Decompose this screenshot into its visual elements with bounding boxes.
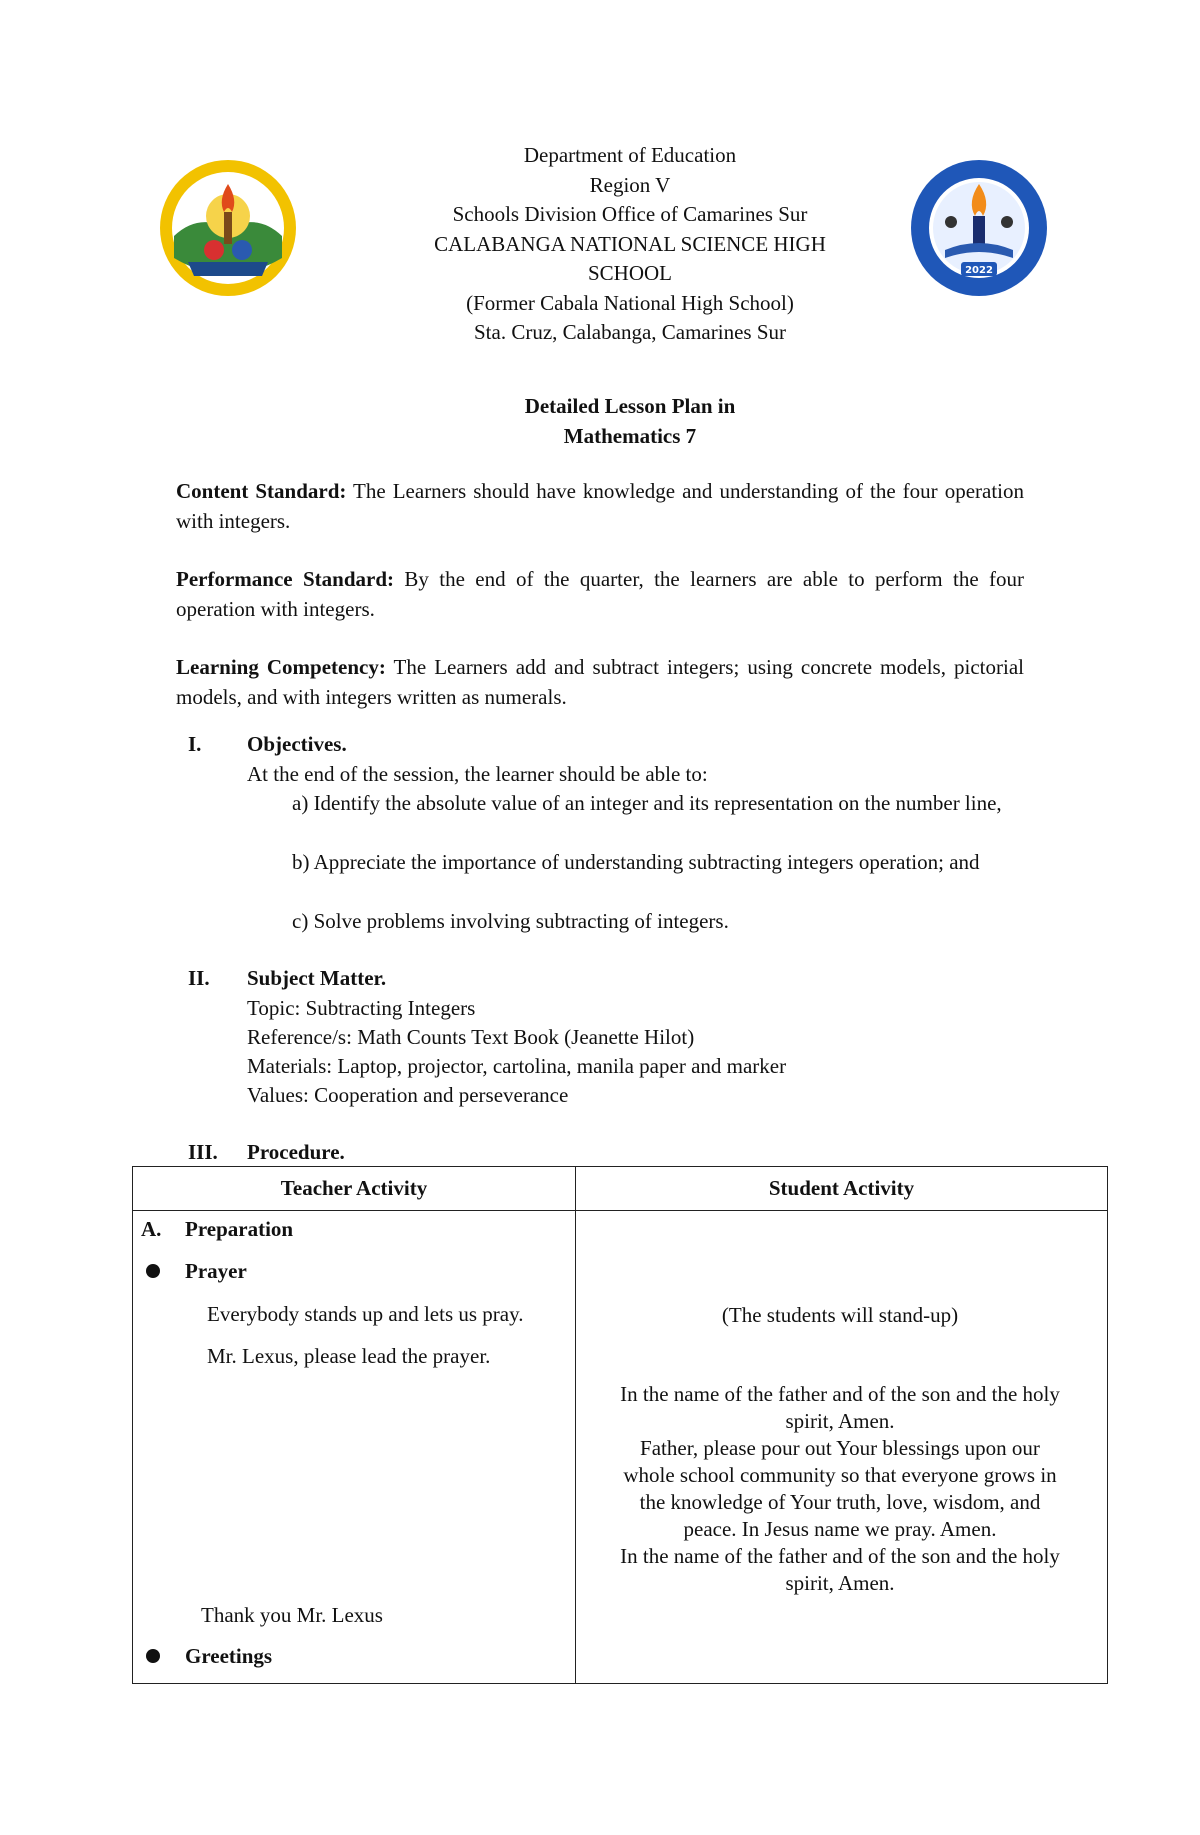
document-title — [380, 392, 880, 451]
content-standard-label: Content Standard: — [176, 479, 347, 503]
prayer-line: whole school community so that everyone grows in — [623, 1463, 1057, 1487]
prayer-line: In the name of the father and of the son and the holy — [620, 1382, 1060, 1406]
objective-item: b) Appreciate the importance of understanding subtracting integers operation; and — [292, 850, 980, 874]
objectives-heading: Objectives. — [247, 732, 347, 756]
student-activity-header: Student Activity — [576, 1167, 1108, 1211]
prayer-line: In the name of the father and of the son and the holy — [620, 1544, 1060, 1568]
bullet-icon — [146, 1264, 160, 1278]
student-prayer — [584, 1381, 1096, 1597]
section-number: II. — [188, 966, 210, 990]
prayer-line: Father, please pour out Your blessings upon our — [640, 1436, 1040, 1460]
teacher-activity-header: Teacher Activity — [133, 1167, 576, 1211]
header-line: Sta. Cruz, Calabanga, Camarines Sur — [473, 320, 786, 344]
prayer-heading: Prayer — [185, 1259, 247, 1283]
header-line: Schools Division Office of Camarines Sur — [452, 202, 808, 226]
learning-competency-text: The Learners add and subtract integers; using concrete models, pictorial models, and with integers written as numerals. — [176, 655, 1024, 709]
objective-item: a) Identify the absolute value of an integer and its representation on the number line, — [292, 791, 1002, 815]
performance-standard-text: By the end of the quarter, the learners are able to perform the four operation with integers. — [176, 567, 1024, 621]
prayer-line: the knowledge of Your truth, love, wisdom, and — [639, 1490, 1041, 1514]
learning-competency-label: Learning Competency: — [176, 655, 386, 679]
header-line: CALABANGA NATIONAL SCIENCE HIGH — [434, 231, 826, 256]
header-line: (Former Cabala National High School) — [466, 290, 794, 315]
subject-materials: Materials: Laptop, projector, cartolina, manila paper and marker — [247, 1054, 787, 1078]
performance-standard-label: Performance Standard: — [176, 567, 394, 591]
prayer-line: spirit, Amen. — [785, 1571, 895, 1595]
prayer-line: spirit, Amen. — [785, 1409, 895, 1433]
learning-competency — [176, 653, 1024, 712]
header-line: Region V — [589, 172, 671, 197]
teacher-activity-cell — [133, 1211, 576, 1684]
header-line: SCHOOL — [587, 261, 672, 285]
section-number: III. — [188, 1140, 218, 1164]
school-header — [380, 141, 880, 348]
objective-item: c) Solve problems involving subtracting of integers. — [292, 909, 729, 933]
bullet-icon — [146, 1649, 160, 1663]
science-high-school-seal — [909, 158, 1049, 298]
procedure-heading: Procedure. — [247, 1140, 345, 1164]
performance-standard — [176, 565, 1024, 624]
subject-values: Values: Cooperation and perseverance — [247, 1083, 569, 1107]
teacher-line: Everybody stands up and lets us pray. — [207, 1302, 524, 1326]
content-standard-text: The Learners should have knowledge and understanding of the four operation with integers. — [176, 479, 1024, 533]
section-number: I. — [188, 732, 202, 756]
content-standard — [176, 477, 1024, 536]
student-line: (The students will stand-up) — [721, 1303, 959, 1327]
greetings-heading: Greetings — [185, 1644, 273, 1668]
teacher-line: Thank you Mr. Lexus — [201, 1603, 383, 1627]
procedure-table — [132, 1166, 1108, 1684]
subject-topic: Topic: Subtracting Integers — [247, 996, 476, 1020]
prayer-line: peace. In Jesus name we pray. Amen. — [683, 1517, 997, 1541]
student-activity-cell — [576, 1211, 1108, 1684]
title-line: Mathematics 7 — [563, 423, 697, 448]
division-office-seal — [158, 158, 298, 298]
header-line: Department of Education — [523, 143, 737, 167]
subject-reference: Reference/s: Math Counts Text Book (Jeanette Hilot) — [247, 1025, 695, 1049]
title-line: Detailed Lesson Plan in — [524, 394, 736, 418]
teacher-line: Mr. Lexus, please lead the prayer. — [207, 1344, 491, 1368]
subject-matter-heading: Subject Matter. — [247, 966, 387, 990]
seal-year: 2022 — [965, 265, 993, 276]
objectives-intro: At the end of the session, the learner should be able to: — [247, 762, 708, 786]
preparation-label: A. — [141, 1217, 162, 1241]
preparation-heading: Preparation — [185, 1217, 294, 1241]
